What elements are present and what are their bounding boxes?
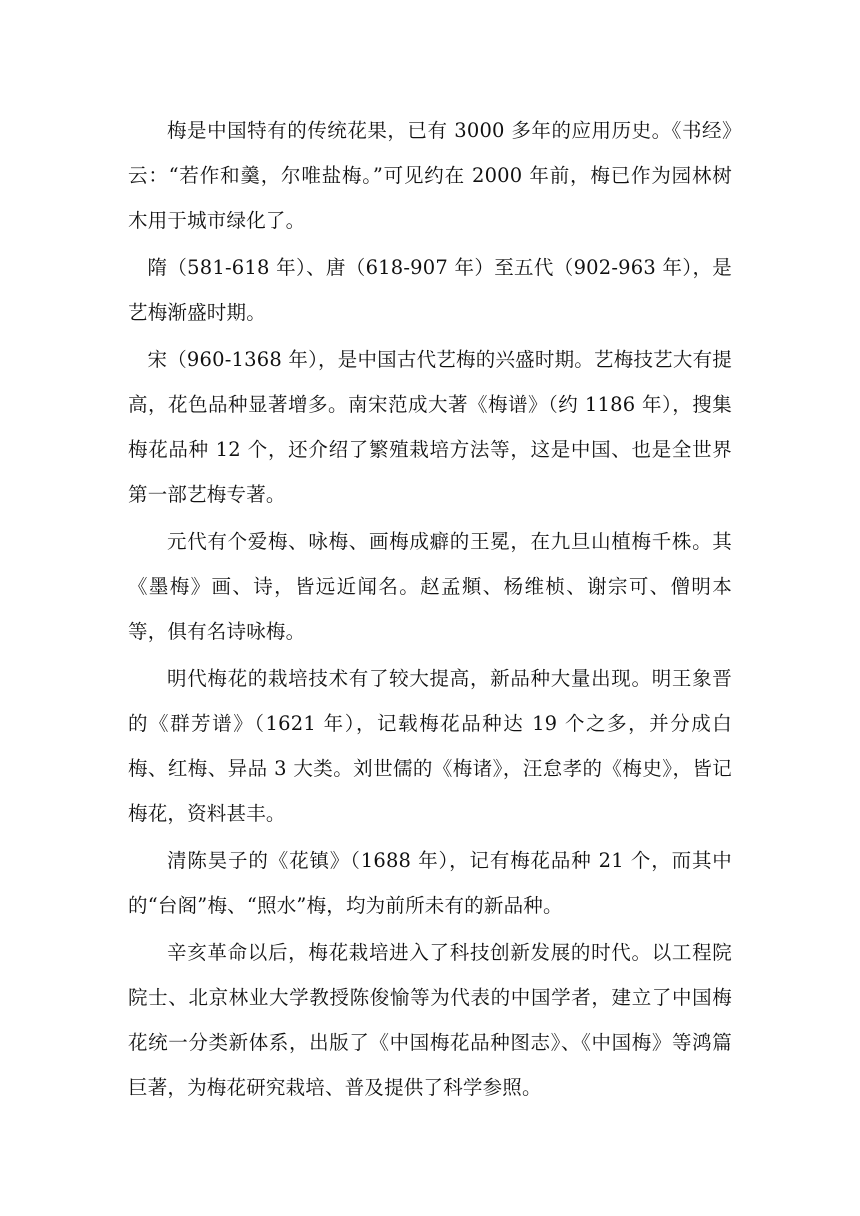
- paragraph-modern: 辛亥革命以后，梅花栽培进入了科技创新发展的时代。以工程院院士、北京林业大学教授陈俊愉等为代表的中国学者，建立了中国梅花统一分类新体系，出版了《中国梅花品种图志》、《中国梅》等鸿篇巨著，为梅花研究栽培、普及提供了科学参照。: [128, 941, 732, 1099]
- paragraph-qing: 清陈昊子的《花镇》（1688 年），记有梅花品种 21 个，而其中的“台阁”梅、“照水”梅，均为前所未有的新品种。: [128, 849, 732, 917]
- paragraph-sui-tang: 隋（581-618 年）、唐（618-907 年）至五代（902-963 年），是艺梅渐盛时期。: [128, 256, 732, 324]
- paragraph-yuan: 元代有个爱梅、咏梅、画梅成癖的王冕，在九旦山植梅千株。其《墨梅》画、诗，皆远近闻名。赵孟頫、杨维桢、谢宗可、僧明本等，俱有名诗咏梅。: [128, 530, 732, 643]
- document-page: [128, 108, 732, 1112]
- paragraph-song: 宋（960-1368 年），是中国古代艺梅的兴盛时期。艺梅技艺大有提高，花色品种显著增多。南宋范成大著《梅谱》（约 1186 年），搜集梅花品种 12 个，还介绍了繁殖栽培方法等，这是中国、也是全世界第一部艺梅专著。: [128, 348, 732, 506]
- paragraph-intro: 梅是中国特有的传统花果，已有 3000 多年的应用历史。《书经》云：“若作和羹，尔唯盐梅。”可见约在 2000 年前，梅已作为园林树木用于城市绿化了。: [128, 119, 732, 232]
- paragraph-ming: 明代梅花的栽培技术有了较大提高，新品种大量出现。明王象晋的《群芳谱》（1621 年），记载梅花品种达 19 个之多，并分成白梅、红梅、异品 3 大类。刘世儒的《梅诸》，汪怠孝的《梅史》，皆记梅花，资料甚丰。: [128, 667, 732, 825]
